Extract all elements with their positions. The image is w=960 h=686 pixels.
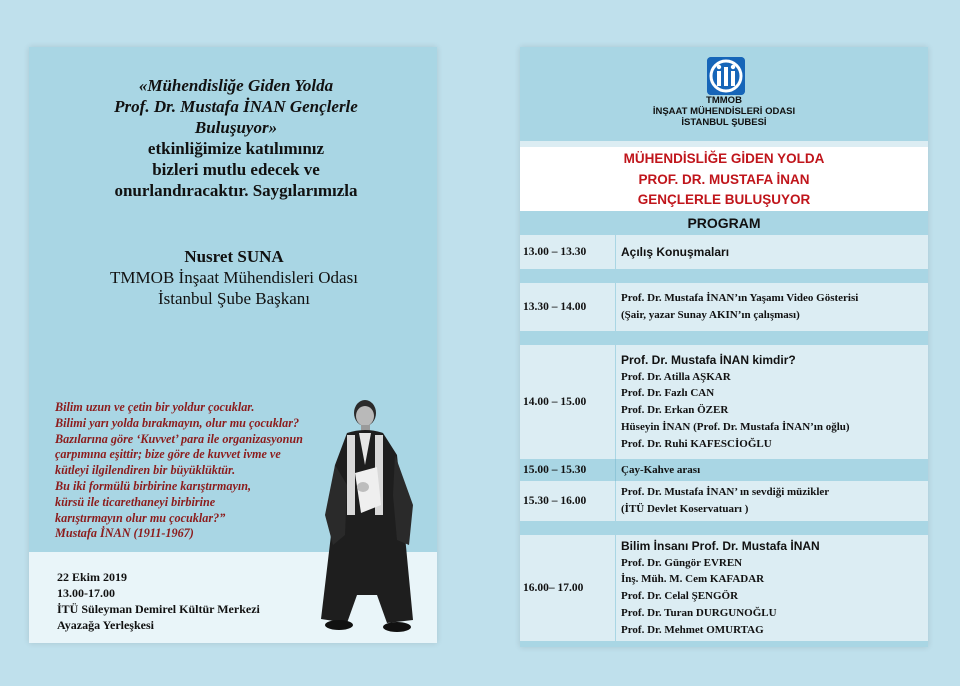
program-row [520,481,928,521]
president-title: İstanbul Şube Başkanı [157,289,311,308]
row-line: Prof. Dr. Güngör EVREN [621,556,743,569]
row-heading: Açılış Konuşmaları [621,244,730,259]
event-title [520,147,928,211]
row-line: Prof. Dr. Erkan ÖZER [621,404,729,417]
row-line: Prof. Dr. Turan DURGUNOĞLU [621,606,777,619]
row-line: Prof. Dr. Fazlı CAN [621,387,715,400]
intro-line: bizleri mutlu edecek ve [152,160,320,179]
row-line: (İTÜ Devlet Koservatuarı ) [621,503,749,515]
row-line: Prof. Dr. Celal ŞENGÖR [621,590,739,603]
row-line: (Şair, yazar Sunay AKIN’ın çalışması) [621,309,800,321]
invitation-card [29,47,437,643]
org-line: TMMOB [706,95,742,106]
intro-line: etkinliğimize katılımınız [147,139,325,158]
row-separator [520,331,928,345]
intro-line: Prof. Dr. Mustafa İNAN Gençlerle [114,97,358,116]
imo-logo [707,57,745,95]
row-line: Hüseyin İNAN (Prof. Dr. Mustafa İNAN’ın oğlu) [621,420,850,433]
program-row [520,535,928,641]
quote-line: Bilim uzun ve çetin bir yoldur çocuklar. [55,400,255,414]
row-line: Çay-Kahve arası [621,463,701,476]
quote-line: karıştırmayın olur mu çocuklar?” [55,510,226,525]
quote-author: Mustafa İNAN (1911-1967) [55,526,194,541]
program-card [520,47,928,647]
row-time: 16.00– 17.00 [523,582,584,594]
program-row [520,283,928,331]
title-line: PROF. DR. MUSTAFA İNAN [638,171,810,187]
quote-line: kütleyi ilgilendiren bir büyüklüktür. [55,463,236,478]
quote-line: Bilimi yarı yolda bırakmayın, olur mu çocuklar? [55,415,300,430]
mustafa-inan-portrait [317,395,427,635]
president-block [69,246,399,309]
row-line: Prof. Dr. Mustafa İNAN’ın Yaşamı Video Gösterisi [621,292,859,305]
row-time: 15.00 – 15.30 [523,464,587,476]
row-time: 13.30 – 14.00 [523,301,587,313]
row-separator [520,641,928,647]
event-time: 13.00-17.00 [57,586,115,600]
intro-line: Buluşuyor» [194,118,278,137]
program-label: PROGRAM [520,211,928,235]
organization-name [520,95,928,128]
inan-quote [55,400,355,542]
intro-line: onurlandıracaktır. Saygılarımızla [114,181,358,200]
row-separator [520,521,928,535]
president-org: TMMOB İnşaat Mühendisleri Odası [110,268,358,287]
row-separator [520,269,928,283]
row-time: 13.00 – 13.30 [523,246,587,258]
president-name: Nusret SUNA [184,247,284,266]
row-line: İnş. Müh. M. Cem KAFADAR [621,573,765,586]
title-line: MÜHENDİSLİĞE GİDEN YOLDA [623,151,825,166]
program-header [520,47,928,141]
intro-line: «Mühendisliğe Giden Yolda [138,76,334,95]
row-time: 15.30 – 16.00 [523,495,587,507]
row-line: Prof. Dr. Mustafa İNAN’ ın sevdiği müzikler [621,486,830,499]
invitation-text [91,75,381,201]
row-heading: Prof. Dr. Mustafa İNAN kimdir? [621,352,796,367]
row-line: Prof. Dr. Mehmet OMURTAG [621,623,764,636]
org-line: İSTANBUL ŞUBESİ [681,117,767,128]
quote-line: Bazılarına göre ‘Kuvvet’ para ile organizasyonun [55,431,303,446]
quote-line: çarpımına eşittir; bize göre de kuvvet ivme ve [55,447,281,462]
row-time: 14.00 – 15.00 [523,396,587,408]
program-row [520,345,928,459]
event-details [57,569,297,633]
row-heading: Bilim İnsanı Prof. Dr. Mustafa İNAN [621,538,820,553]
event-campus: Ayazağa Yerleşkesi [57,618,154,632]
quote-line: kürsü ile ticarethaneyi birbirine [55,494,216,509]
program-row [520,459,928,481]
row-line: Prof. Dr. Atilla AŞKAR [621,370,731,383]
row-line: Prof. Dr. Ruhi KAFESCİOĞLU [621,437,772,450]
event-venue: İTÜ Süleyman Demirel Kültür Merkezi [57,602,260,616]
event-date: 22 Ekim 2019 [57,570,128,584]
org-line: İNŞAAT MÜHENDİSLERİ ODASI [652,106,796,117]
title-line: GENÇLERLE BULUŞUYOR [637,192,811,207]
quote-line: Bu iki formülü birbirine karıştırmayın, [55,478,252,493]
program-row [520,235,928,269]
